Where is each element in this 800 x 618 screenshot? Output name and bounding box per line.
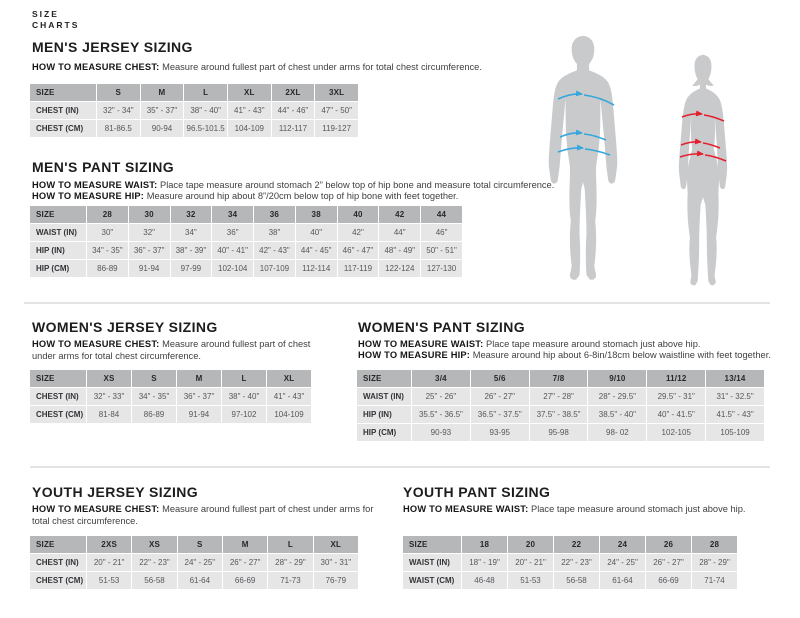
column-header: SIZE	[30, 206, 86, 223]
table-row	[30, 120, 358, 137]
row-label: WAIST (IN)	[357, 388, 411, 405]
youth-jersey-title: YOUTH JERSEY SIZING	[32, 484, 199, 500]
table-cell: 48" - 49"	[379, 242, 420, 259]
mens-pant-size-table	[29, 205, 463, 278]
column-header: 7/8	[530, 370, 588, 387]
table-row	[30, 102, 358, 119]
womens-pant-howto-hip	[358, 350, 778, 362]
table-cell: 44" - 45"	[296, 242, 337, 259]
table-cell: 61-64	[600, 572, 645, 589]
table-cell: 26" - 27"	[223, 554, 267, 571]
table-cell: 24" - 25"	[600, 554, 645, 571]
table-cell: 40" - 41"	[212, 242, 253, 259]
table-cell: 22" - 23"	[554, 554, 599, 571]
table-cell: 91-94	[129, 260, 170, 277]
table-row	[30, 224, 462, 241]
table-cell: 127-130	[421, 260, 462, 277]
page-eyebrow-line1: SIZE	[32, 9, 59, 19]
table-cell: 46" - 47"	[338, 242, 379, 259]
table-cell: 71-74	[692, 572, 737, 589]
table-cell: 46"	[421, 224, 462, 241]
column-header: 2XS	[87, 536, 131, 553]
table-cell: 119-127	[315, 120, 358, 137]
mens-pant-title: MEN'S PANT SIZING	[32, 159, 175, 175]
howto-label: HOW TO MEASURE WAIST:	[358, 339, 484, 349]
table-row	[30, 554, 358, 571]
female-body	[679, 55, 727, 285]
column-header: 36	[254, 206, 295, 223]
row-label: WAIST (IN)	[30, 224, 86, 241]
column-header: SIZE	[30, 536, 86, 553]
column-header: 44	[421, 206, 462, 223]
column-header: 3/4	[412, 370, 470, 387]
table-row	[30, 572, 358, 589]
table-cell: 66-69	[646, 572, 691, 589]
row-label: CHEST (CM)	[30, 572, 86, 589]
table-cell: 104-109	[228, 120, 271, 137]
youth-jersey-size-table	[29, 535, 359, 590]
howto-text: Place tape measure around stomach just above hip.	[486, 339, 701, 349]
row-label: HIP (IN)	[30, 242, 86, 259]
column-header: M	[177, 370, 221, 387]
column-header: 9/10	[588, 370, 646, 387]
table-cell: 61-64	[178, 572, 222, 589]
youth-pant-howto	[403, 504, 763, 516]
mens-jersey-title: MEN'S JERSEY SIZING	[32, 39, 193, 55]
howto-text: Measure around hip about 6-8in/18cm below waistline with feet together.	[472, 350, 771, 360]
table-cell: 40" - 41.5"	[647, 406, 705, 423]
column-header: XL	[228, 84, 271, 101]
column-header: 42	[379, 206, 420, 223]
table-cell: 42"	[338, 224, 379, 241]
womens-pant-title: WOMEN'S PANT SIZING	[358, 319, 526, 335]
page-eyebrow	[32, 9, 79, 31]
table-cell: 36" - 37"	[177, 388, 221, 405]
table-row	[403, 572, 737, 589]
table-cell: 28" - 29.5"	[588, 388, 646, 405]
table-cell: 81-86.5	[97, 120, 140, 137]
table-cell: 86-89	[87, 260, 128, 277]
table-row	[30, 242, 462, 259]
table-cell: 22" - 23"	[132, 554, 176, 571]
table-cell: 95-98	[530, 424, 588, 441]
table-cell: 97-99	[171, 260, 212, 277]
column-header: 28	[87, 206, 128, 223]
howto-label: HOW TO MEASURE HIP:	[32, 191, 145, 201]
table-cell: 32" - 34"	[97, 102, 140, 119]
table-cell: 41.5" - 43"	[706, 406, 764, 423]
column-header: 28	[692, 536, 737, 553]
table-cell: 38" - 39"	[171, 242, 212, 259]
column-header: M	[223, 536, 267, 553]
column-header: SIZE	[30, 370, 86, 387]
table-cell: 41" - 43"	[228, 102, 271, 119]
table-cell: 30" - 31"	[314, 554, 358, 571]
table-cell: 26" - 27"	[471, 388, 529, 405]
howto-text: Measure around fullest part of chest under arms for total chest circumference.	[32, 504, 374, 526]
column-header: 11/12	[647, 370, 705, 387]
row-label: HIP (IN)	[357, 406, 411, 423]
table-cell: 26" - 27"	[646, 554, 691, 571]
table-cell: 38" - 40"	[184, 102, 227, 119]
column-header: XS	[132, 536, 176, 553]
howto-text: Measure around hip about 8”/20cm below top of hip bone with feet together.	[146, 191, 459, 201]
male-silhouette-icon	[543, 35, 623, 288]
table-cell: 51-53	[87, 572, 131, 589]
youth-jersey-howto	[32, 504, 377, 527]
table-cell: 20" - 21"	[508, 554, 553, 571]
table-cell: 35" - 37"	[141, 102, 184, 119]
table-cell: 27" - 28"	[530, 388, 588, 405]
table-cell: 71-73	[268, 572, 312, 589]
table-cell: 44"	[379, 224, 420, 241]
table-row	[30, 406, 311, 423]
section-divider	[30, 466, 770, 468]
howto-label: HOW TO MEASURE CHEST:	[32, 62, 160, 72]
table-cell: 18" - 19"	[462, 554, 507, 571]
column-header: 32	[171, 206, 212, 223]
table-row	[30, 260, 462, 277]
table-cell: 36"	[212, 224, 253, 241]
table-cell: 76-79	[314, 572, 358, 589]
column-header: 22	[554, 536, 599, 553]
table-cell: 122-124	[379, 260, 420, 277]
table-cell: 34"	[171, 224, 212, 241]
table-cell: 102-104	[212, 260, 253, 277]
table-cell: 93-95	[471, 424, 529, 441]
table-row	[30, 388, 311, 405]
youth-pant-size-table	[402, 535, 738, 590]
column-header: 5/6	[471, 370, 529, 387]
female-silhouette-icon	[670, 53, 736, 287]
mens-jersey-size-table	[29, 83, 359, 138]
column-header: XL	[267, 370, 311, 387]
table-header-row	[30, 370, 311, 387]
table-header-row	[30, 536, 358, 553]
table-header-row	[403, 536, 737, 553]
column-header: 34	[212, 206, 253, 223]
table-cell: 104-109	[267, 406, 311, 423]
row-label: CHEST (IN)	[30, 554, 86, 571]
row-label: WAIST (CM)	[403, 572, 461, 589]
table-cell: 98- 02	[588, 424, 646, 441]
table-header-row	[357, 370, 764, 387]
table-cell: 81-84	[87, 406, 131, 423]
table-cell: 97-102	[222, 406, 266, 423]
page-eyebrow-line2: CHARTS	[32, 20, 80, 30]
table-cell: 38" - 40"	[222, 388, 266, 405]
row-label: CHEST (CM)	[30, 406, 86, 423]
table-cell: 38.5" - 40"	[588, 406, 646, 423]
table-cell: 42" - 43"	[254, 242, 295, 259]
column-header: SIZE	[357, 370, 411, 387]
table-cell: 41" - 43"	[267, 388, 311, 405]
table-cell: 25" - 26"	[412, 388, 470, 405]
table-cell: 66-69	[223, 572, 267, 589]
male-body	[549, 36, 618, 280]
column-header: 2XL	[272, 84, 315, 101]
howto-label: HOW TO MEASURE WAIST:	[403, 504, 529, 514]
column-header: 3XL	[315, 84, 358, 101]
howto-text: Place tape measure around stomach 2” below top of hip bone and measure total circumference.	[160, 180, 555, 190]
womens-jersey-size-table	[29, 369, 312, 424]
table-cell: 31" - 32.5"	[706, 388, 764, 405]
youth-pant-title: YOUTH PANT SIZING	[403, 484, 551, 500]
table-cell: 28" - 29"	[692, 554, 737, 571]
howto-label: HOW TO MEASURE WAIST:	[32, 180, 158, 190]
howto-text: Place tape measure around stomach just above hip.	[531, 504, 746, 514]
table-cell: 28" - 29"	[268, 554, 312, 571]
table-cell: 112-117	[272, 120, 315, 137]
table-cell: 40"	[296, 224, 337, 241]
table-header-row	[30, 84, 358, 101]
column-header: SIZE	[403, 536, 461, 553]
column-header: 18	[462, 536, 507, 553]
table-cell: 90-93	[412, 424, 470, 441]
column-header: L	[268, 536, 312, 553]
table-cell: 32" - 33"	[87, 388, 131, 405]
row-label: HIP (CM)	[30, 260, 86, 277]
column-header: M	[141, 84, 184, 101]
column-header: 30	[129, 206, 170, 223]
table-cell: 36" - 37"	[129, 242, 170, 259]
womens-jersey-howto	[32, 339, 332, 362]
table-cell: 32"	[129, 224, 170, 241]
row-label: WAIST (IN)	[403, 554, 461, 571]
table-cell: 90-94	[141, 120, 184, 137]
howto-label: HOW TO MEASURE CHEST:	[32, 339, 160, 349]
row-label: CHEST (IN)	[30, 388, 86, 405]
howto-label: HOW TO MEASURE CHEST:	[32, 504, 160, 514]
table-cell: 117-119	[338, 260, 379, 277]
table-cell: 37.5" - 38.5"	[530, 406, 588, 423]
column-header: 26	[646, 536, 691, 553]
table-cell: 56-58	[554, 572, 599, 589]
column-header: 20	[508, 536, 553, 553]
column-header: L	[184, 84, 227, 101]
table-cell: 46-48	[462, 572, 507, 589]
column-header: 24	[600, 536, 645, 553]
table-row	[357, 424, 764, 441]
table-cell: 44" - 46"	[272, 102, 315, 119]
row-label: CHEST (IN)	[30, 102, 96, 119]
row-label: HIP (CM)	[357, 424, 411, 441]
table-cell: 102-105	[647, 424, 705, 441]
womens-pant-size-table	[356, 369, 765, 442]
table-cell: 107-109	[254, 260, 295, 277]
table-cell: 24" - 25"	[178, 554, 222, 571]
womens-pant-howto-waist	[358, 339, 778, 351]
column-header: S	[132, 370, 176, 387]
table-cell: 112-114	[296, 260, 337, 277]
column-header: XS	[87, 370, 131, 387]
table-cell: 34" - 35"	[87, 242, 128, 259]
howto-text: Measure around fullest part of chest under arms for total chest circumference.	[32, 339, 311, 361]
column-header: S	[178, 536, 222, 553]
howto-label: HOW TO MEASURE HIP:	[358, 350, 471, 360]
table-cell: 50" - 51"	[421, 242, 462, 259]
table-row	[357, 406, 764, 423]
column-header: SIZE	[30, 84, 96, 101]
table-row	[357, 388, 764, 405]
table-cell: 35.5" - 36.5"	[412, 406, 470, 423]
table-header-row	[30, 206, 462, 223]
table-cell: 20" - 21"	[87, 554, 131, 571]
column-header: 38	[296, 206, 337, 223]
table-row	[403, 554, 737, 571]
table-cell: 36.5" - 37.5"	[471, 406, 529, 423]
column-header: S	[97, 84, 140, 101]
table-cell: 86-89	[132, 406, 176, 423]
table-cell: 51-53	[508, 572, 553, 589]
row-label: CHEST (CM)	[30, 120, 96, 137]
table-cell: 29.5" - 31"	[647, 388, 705, 405]
column-header: 40	[338, 206, 379, 223]
table-cell: 105-109	[706, 424, 764, 441]
column-header: 13/14	[706, 370, 764, 387]
womens-jersey-title: WOMEN'S JERSEY SIZING	[32, 319, 218, 335]
column-header: L	[222, 370, 266, 387]
table-cell: 30"	[87, 224, 128, 241]
table-cell: 34" - 35"	[132, 388, 176, 405]
table-cell: 38"	[254, 224, 295, 241]
table-cell: 91-94	[177, 406, 221, 423]
column-header: XL	[314, 536, 358, 553]
table-cell: 47" - 50"	[315, 102, 358, 119]
table-cell: 56-58	[132, 572, 176, 589]
section-divider	[24, 302, 770, 304]
howto-text: Measure around fullest part of chest under arms for total chest circumference.	[162, 62, 482, 72]
table-cell: 96.5-101.5	[184, 120, 227, 137]
